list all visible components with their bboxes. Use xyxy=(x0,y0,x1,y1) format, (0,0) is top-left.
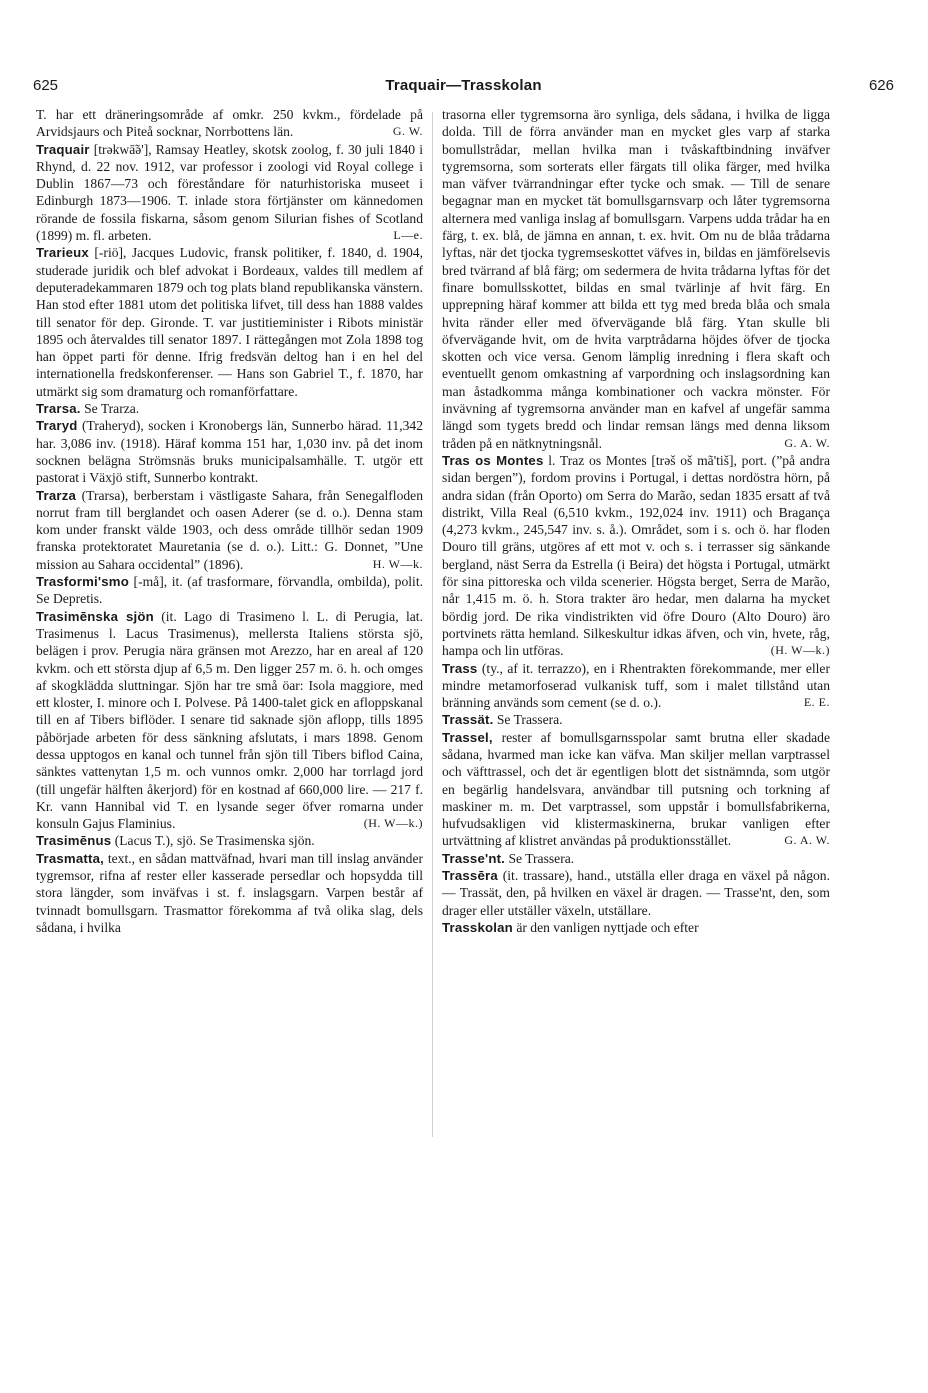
left-column xyxy=(36,106,423,936)
right-page-number: 626 xyxy=(868,77,894,94)
entry xyxy=(442,452,830,660)
entry-headword: Trasformi'smo xyxy=(36,574,129,590)
entry-text: rester af bomullsgarnsspolar samt brutna eller skadade sådana, hvarmed man icke kan väfva. Man skiljer mellan varptrassel och väfttrassel, och det är egentligen blott det sistnämnda, som utgör en begärlig handelsvara, användbar till putsning och torkning af maskiner m. m. Det varptrassel, som uppstår i bomullsfabrikerna, hufvudsakligen vid klistermaskinerna, brukar vanligen efter urtvättning af klistret användas på produktionsstället. xyxy=(442,729,830,849)
entry-headword: Trarza xyxy=(36,487,77,503)
entry-text: (Traheryd), socken i Kronobergs län, Sunnerbo härad. 11,342 har. 3,086 inv. (1918). Häraf komma 151 har, 1,030 inv. på det inom socknen belägna Strömsnäs bruks municipalsamhälle. T. utgör ett pastorat i Växjö stift, Sunnerbo kontrakt. xyxy=(36,418,423,486)
entry xyxy=(36,573,423,608)
entry-signature: (H. W—k.) xyxy=(363,816,423,831)
entry xyxy=(442,867,830,919)
entry-headword: Trasimēnska sjön xyxy=(36,608,154,624)
entry-headword: Trasse'nt. xyxy=(442,850,506,866)
entry-headword: Trassēra xyxy=(442,868,498,884)
entry xyxy=(442,711,830,728)
entry-signature: G. A. W. xyxy=(784,435,830,450)
entry-headword: Trasskolan xyxy=(442,919,513,935)
column-divider xyxy=(432,112,433,1137)
entry xyxy=(36,850,423,936)
entry-text: [-riö], Jacques Ludovic, fransk politiker, f. 1840, d. 1904, studerade juridik och blef advokat i Bordeaux, valdes till medlem af deputeradekammaren 1879 och tog plats bland republikanska vänstern. Han stod efter 1881 utom det politiska lifvet, till dess han 1888 valdes till senator för dep. Gironde. T. var justitieminister i Ribots ministär 1895 och återvaldes till senator 1897. I rättegången mot Zola 1898 tog han öppet parti för denne. Ifrig fredsvän deltog han i en hel del internationella fredskonferenser. — Hans son Gabriel T., f. 1870, har utmärkt sig som dramaturg och romanförfattare. xyxy=(36,245,423,399)
entry-signature: G. A. W. xyxy=(784,833,830,848)
entry xyxy=(36,141,423,245)
entry xyxy=(36,417,423,486)
entry-text: [trəkwā̃ə'], Ramsay Heatley, skotsk zoolog, f. 30 juli 1840 i Rhynd, d. 22 nov. 1912, var professor i zoologi vid Royal college i Dublin 1867—73 och föreståndare för naturhistoriska museet i Edinburgh 1873—1906. T. inlade stora förtjänster om kännedomen rörande de fossila fiskarna, såsom genom Silurian fishes of Scotland (1899) m. fl. arbeten. xyxy=(36,141,423,244)
entry-text: (ty., af it. terrazzo), en i Rhentrakten förekommande, mer eller mindre metamorfoserad vulkanisk tuff, som i malet tillstånd utan bränning används som cement (se d. o.). xyxy=(442,660,830,711)
entry xyxy=(442,660,830,712)
entry-text: [-må], it. (af trasformare, förvandla, ombilda), polit. Se Depretis. xyxy=(36,574,424,607)
entry-headword: Trarsa. xyxy=(36,401,81,417)
entry xyxy=(442,919,830,936)
running-header xyxy=(33,76,894,96)
entry xyxy=(36,106,423,141)
entry xyxy=(36,244,423,400)
entry-text: (it. trassare), hand., utställa eller draga en växel på någon. — Trassät, den, på hvilken en växel är dragen. — Trasse'nt, den, som drager eller utställer växeln, utställare. xyxy=(442,868,830,918)
entry-text: Se Trassera. xyxy=(496,712,563,728)
entry-headword: Traryd xyxy=(36,418,78,434)
entry-text: trasorna eller tygremsorna äro synliga, dels sådana, i hvilka de ligga dolda. Till de förra använder man en mycket gles varp af starka bomullstrådar, mellan hvilka man i tvåskaftbindning inväfver tygremsorna, som sorterats eller färgats till olika färger, med hvilka man väfver tvärrandningar efter tycke och smak. — Till de senare begagnar man en mycket tät bomullsgarnsvarp och låter tygremsorna alternera med vanliga inslag af bomullsgarn. Varpens udda trådar ha en färg, t. ex. blå, de jämna en annan, t. ex. hvit. Om nu de blåa trådarna lyftas, när det tjocka tygremseskottet väfves in, bildas en jämförelsevis bred tvärrand af blå färg; om sedermera de hvita trådarna lyftas för det finare bomullsskottet, bildas en smal tvärlinje af hvit färg. En upprepning häraf kommer att bilda ett tyg med breda blåa och smala hvita ränder eller med öfvervägande blå färg. Ytan skulle bli öfvervägande hvit, om de hvita varptrådarna höjdes öfver de tjocka skotten och vice versa. Genom lämplig inredning i flera skaft och eventuellt genom omkastning af varpordning och inslagsordning kan man åstadkomma många kombinationer och vackra mönster. För invävning af tygremsorna använder man en kafvel af ungefär samma längd som tygets bredd och lindar remsan längs med denna liksom tråden på en nätknytningsnål. xyxy=(442,107,830,451)
entry-text: T. har ett dräneringsområde af omkr. 250 kvkm., fördelade på Arvidsjaurs och Piteå socknar, Norrbottens län. xyxy=(36,107,423,140)
left-page-number: 625 xyxy=(33,77,59,94)
entry-text: (it. Lago di Trasimeno l. L. di Perugia, lat. Trasimenus l. Lacus Trasimenus), mellersta Italiens största sjö, belägen i prov. Perugia nära gränsen mot Arezzo, har en areal af 120 kvkm. och ett största djup af 6,5 m. Den ligger 257 m. ö. h. och omges af skogklädda sluttningar. Sjön har tre små öar: Isola maggiore, med ett kloster, I. minore och I. Polvese. På 1400-talet gick en afloppskanal till en af Tibers biflöder. I senare tid saknade sjön aflopp, tills 1895 påbörjade arbeten för dess sänkning afslutats, i mars 1898. Genom dessa upptogos en kanal och tunnel från sjön till Tibers biflod Caina, sänktes vattenytan 1,5 m. och vunnos omkr. 2,000 har torrlagd jord (till ungefär hälften åkerjord) för en kostnad af 660,000 lire. — 217 f. Kr. vann Hannibal vid T. en lysande seger öfver romarna under konsuln Gajus Flaminius. xyxy=(36,608,423,832)
entry-headword: Tras os Montes xyxy=(442,452,544,468)
entry xyxy=(442,850,830,867)
entry xyxy=(36,400,423,417)
entry-headword: Trass xyxy=(442,660,478,676)
entry-headword: Trasimēnus xyxy=(36,833,112,849)
page-title: Traquair—Trasskolan xyxy=(385,77,542,94)
entry-text: Se Trassera. xyxy=(508,850,575,866)
entry-headword: Trasmatta, xyxy=(36,850,104,866)
right-column xyxy=(442,106,830,936)
entry-signature: H. W—k. xyxy=(372,556,423,571)
entry-signature: (H. W—k.) xyxy=(770,643,830,658)
entry xyxy=(442,106,830,452)
entry-text: Se Trarza. xyxy=(84,401,140,417)
entry-headword: Trassel, xyxy=(442,729,493,745)
entry-signature: G. W. xyxy=(392,124,423,139)
entry-text: text., en sådan mattväfnad, hvari man till inslag använder tygremsor, rifna af rester eller kasserade persedlar och hopsydda till stora längder, som inväfvas i st. f. inslagsgarn. Varpen består af tvinnadt bomullsgarn. Trasmattor förekomma af två olika slag, dels sådana, i hvilka xyxy=(36,850,424,935)
entry-signature: L—e. xyxy=(393,228,423,243)
entry-headword: Traquair xyxy=(36,141,90,157)
entry xyxy=(36,608,423,833)
entry-text: (Lacus T.), sjö. Se Trasimenska sjön. xyxy=(114,833,315,849)
entry-headword: Trassät. xyxy=(442,712,494,728)
entry-text: är den vanligen nyttjade och efter xyxy=(516,919,699,935)
entry-headword: Trarieux xyxy=(36,245,89,261)
entry-text: l. Traz os Montes [trəš oš mã'tiš], port. (”på andra sidan bergen”), fordom provins i Portugal, i dettas nordöstra hörn, på andra sidan (från Oporto) om Serra do Marão, sedan 1835 ersatt af två distrikt, Villa Real (6,510 kvkm., 192,024 inv. 1911) och Bragança (4,273 kvkm., 245,547 inv. s. å.). Området, som i s. och ö. har floden Douro till gräns, utgöres af ett mot v. och s. i terrasser sig sänkande bergland, näst Serra da Estrella (i Beira) det högsta i Portugal, utmärkt för sina pittoreska och vilda scenerier. Högsta berget, Serra de Marão, når 1,415 m. ö. h. Stora trakter äro hedar, men dalarna ha mycket bördig jord. De rika vindistrikten vid öfre Douro (Alto Douro) äro portvinets rätta hemland. Silkeskultur idkas äfven, och vin, hvete, råg, hampa och lin utföras. xyxy=(442,452,830,659)
entry xyxy=(442,729,830,850)
entry-signature: E. E. xyxy=(803,695,830,710)
entry-text: (Trarsa), berberstam i västligaste Sahara, från Senegalfloden norrut fram till berglandet och oasen Aderer (se d. o.). Denna stam kom under franskt välde 1903, och dess område tillhör sedan 1909 franska protektoratet Mauretania (se d. o.). Litt.: G. Donnet, ”Une mission au Sahara occidental” (1896). xyxy=(36,487,423,572)
entry xyxy=(36,487,423,573)
entry xyxy=(36,832,423,849)
